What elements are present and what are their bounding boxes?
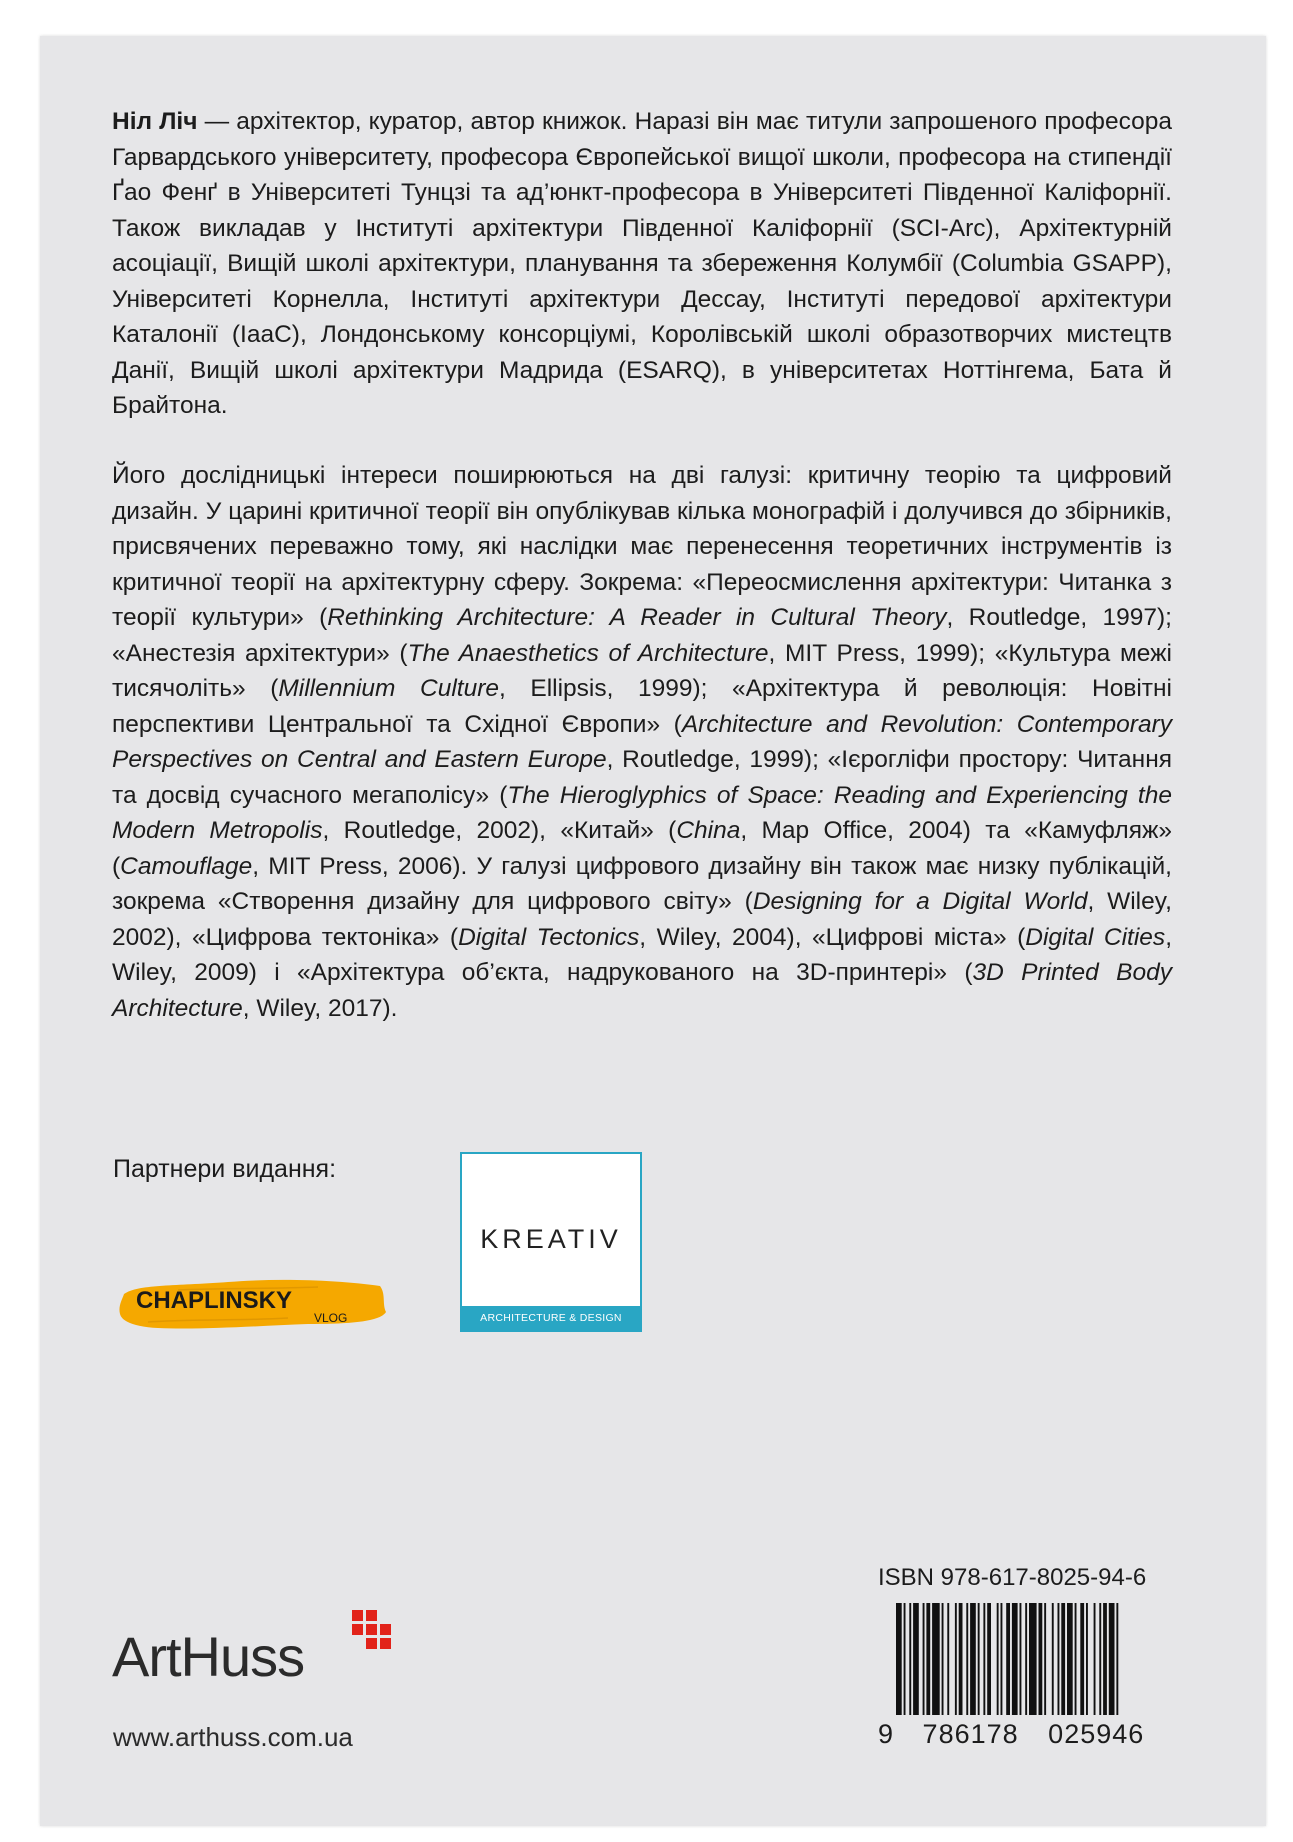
barcode-bar [1058, 1603, 1060, 1715]
barcode-bar [909, 1603, 911, 1715]
barcode-bar [1044, 1603, 1046, 1715]
barcode-bar [1116, 1603, 1118, 1715]
book-title: The Anaesthetics of Architecture [407, 639, 769, 667]
chaplinsky-wordmark: CHAPLINSKY [136, 1287, 293, 1314]
research-text: , Wiley, 2009) і «Архітектура об’єкта, надрукованого на 3D-принтері» ( [112, 923, 1172, 986]
barcode-bar [926, 1603, 930, 1715]
barcode-bar [913, 1603, 919, 1715]
barcode-bar [1001, 1603, 1003, 1715]
book-title: The Hieroglyphics of Space: Reading and Experiencing the Modern Metropolis [112, 781, 1172, 844]
book-title: Camouflage [120, 852, 253, 880]
barcode-bars [878, 1603, 1168, 1719]
barcode-digit-group-1: 786178 [922, 1719, 1019, 1749]
barcode-bar [987, 1603, 991, 1715]
isbn-barcode [878, 1603, 1168, 1753]
author-name: Ніл Ліч [112, 108, 198, 135]
barcode-bar [1020, 1603, 1022, 1715]
barcode-bar [1012, 1603, 1018, 1715]
chaplinsky-vlog-logo [118, 1272, 388, 1334]
book-title: Architecture and Revolution: Contemporary Perspectives on Central and Eastern Europe [112, 710, 1172, 773]
arthuss-squares-icon [352, 1610, 392, 1650]
book-title: 3D Printed Body Architecture [112, 959, 1173, 1022]
barcode-bar [1080, 1603, 1084, 1715]
vlog-wordmark: VLOG [314, 1311, 348, 1325]
barcode-bar [1094, 1603, 1096, 1715]
barcode-bar [1086, 1603, 1088, 1715]
book-title: Digital Tectonics [458, 923, 640, 951]
barcode-bar [1006, 1603, 1010, 1715]
barcode-bar [966, 1603, 968, 1715]
kreativ-logo [460, 1152, 642, 1332]
research-text: , Wiley, 2004), «Цифрові міста» ( [639, 923, 1026, 951]
barcode-bar [1075, 1603, 1077, 1715]
research-text: , Wiley, 2002), «Цифрова тектоніка» ( [112, 888, 1172, 951]
barcode-bar [1061, 1603, 1065, 1715]
barcode-bar [1109, 1603, 1115, 1715]
barcode-bar [978, 1603, 980, 1715]
barcode-bar [1067, 1603, 1073, 1715]
barcode-bar [997, 1603, 999, 1715]
isbn-label: ISBN 978-617-8025-94-6 [878, 1564, 1147, 1591]
barcode-bar [932, 1603, 940, 1715]
partners-label: Партнери видання: [113, 1155, 337, 1183]
arthuss-logo [112, 1610, 412, 1690]
publisher-website: www.arthuss.com.ua [113, 1722, 353, 1752]
research-text: , Routledge, 2002), «Китай» ( [322, 817, 677, 844]
barcode-bar [1099, 1603, 1101, 1715]
barcode-bar [1103, 1603, 1107, 1715]
barcode-bar [896, 1603, 902, 1715]
barcode-bar [1025, 1603, 1027, 1715]
barcode-bar [1052, 1603, 1054, 1715]
research-paragraph [112, 458, 1172, 1026]
arthuss-wordmark: ArtHuss [112, 1625, 305, 1688]
barcode-bar [942, 1603, 944, 1715]
book-title: Millennium Culture [278, 675, 499, 702]
barcode-bar [1039, 1603, 1043, 1715]
barcode-bar [959, 1603, 963, 1715]
barcode-bar [983, 1603, 985, 1715]
author-bio [112, 104, 1172, 424]
barcode-digit-group-2: 025946 [1048, 1719, 1145, 1749]
research-text: Його дослідницькі інтереси поширюються на дві галузі: критичну теорію та цифровий дизайн. У царині критичної теорії він опублікував кілька монографій і долучився до збірників, присвячених переважно тому, які наслідки має перенесення теоретичних інструментів із критичної теорії на архітектурну сферу. Зокрема: «Переосмислення архітектури: Читанка з теорії культури» ( [112, 462, 1172, 631]
research-text: , MIT Press, 1999); «Культура межі тисячоліть» ( [112, 639, 1172, 702]
kreativ-wordmark: KREATIV [480, 1224, 622, 1254]
barcode-bar [955, 1603, 957, 1715]
author-bio-text: — архітектор, куратор, автор книжок. Наразі він має титули запрошеного професора Гарвардського університету, професора Європейської вищої школи, професора на стипендії Ґао Фенґ в Університеті Тунцзі та ад’юнкт-професора в Університеті Південної Каліфорнії. Також викладав у Інституті архітектури Південної Каліфорнії (SCI-Arc), Архітектурній асоціації, Вищій школі архітектури, планування та збереження Колумбії (Columbia GSAPP), Університеті Корнелла, Інституті архітектури Дессау, Інституті передової архітектури Каталонії (IaaC), Лондонському консорціумі, Королівській школі образотворчих мистецтв Данії, Вищій школі архітектури Мадрида (ESARQ), в університетах Ноттінгема, Бата й Брайтона. [112, 108, 1172, 419]
research-text: , Ellipsis, 1999); «Архітектура й революція: Новітні перспективи Центральної та Східної Європи» ( [112, 675, 1172, 738]
research-text: , Routledge, 1997); «Анестезія архітектури» ( [112, 604, 1172, 667]
book-title: China [676, 817, 741, 844]
barcode-bar [970, 1603, 976, 1715]
book-title: Rethinking Architecture: A Reader in Cultural Theory [327, 604, 947, 631]
barcode-lead-digit: 9 [878, 1719, 894, 1749]
research-text: , MIT Press, 2006). У галузі цифрового дизайну він також має низку публікацій, зокрема «Створення дизайну для цифрового світу» ( [112, 852, 1172, 915]
barcode-bar [904, 1603, 906, 1715]
barcode-bar [1029, 1603, 1037, 1715]
research-text: , Routledge, 1999); «Ієрогліфи простору: Читання та досвід сучасного мегаполісу» ( [112, 746, 1172, 809]
barcode-digits [878, 1719, 1168, 1750]
kreativ-tagline: ARCHITECTURE & DESIGN [462, 1306, 640, 1330]
research-text: , Map Office, 2004) та «Камуфляж» ( [112, 817, 1173, 880]
book-title: Designing for a Digital World [752, 888, 1088, 915]
barcode-bar [947, 1603, 949, 1715]
book-title: Digital Cities [1025, 923, 1166, 951]
barcode-bar [923, 1603, 925, 1715]
research-text: , Wiley, 2017). [242, 994, 398, 1022]
